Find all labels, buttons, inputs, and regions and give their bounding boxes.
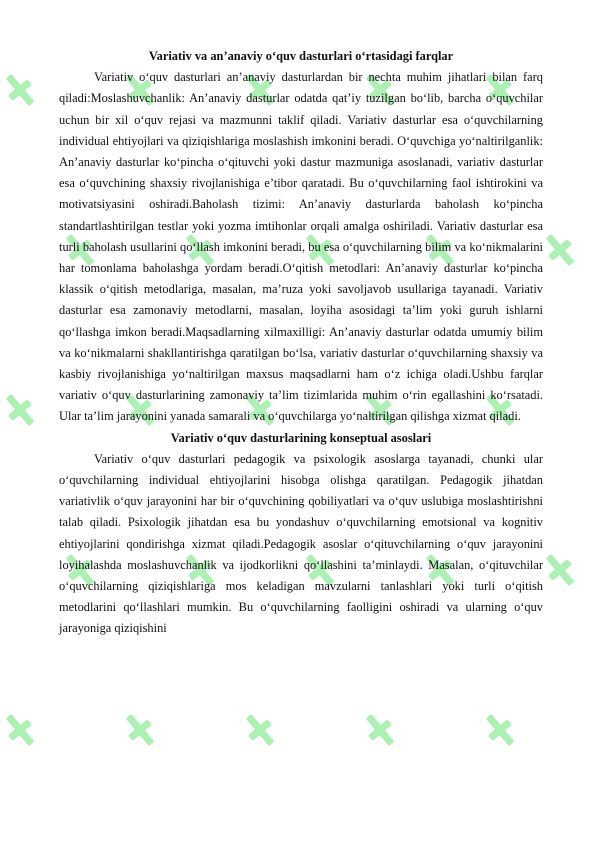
watermark-mark: [0, 68, 41, 112]
watermark-mark: [539, 548, 581, 592]
section-paragraph-conceptual: Variativ o‘quv dasturlari pedagogik va psixologik asoslarga tayanadi, chunki ular o‘quvchilarning individual ehtiyojlarini hisobga olishga qaratilgan. Pedagogik jihatdan variativlik o‘quv jarayonini har bir o‘quvchining qobiliyatlari va o‘quv uslubiga moslashtirishni talab qiladi. Psixologik jihatdan esa bu yondashuv o‘quvchilarning emotsional va kognitiv ehtiyojlarini qondirishga xizmat qiladi.Pedagogik asoslar o‘qituvchilarning o‘quv jarayonini loyihalashda moslashuvchanlik va ijodkorlikni qo‘llashini ta’minlaydi. Masalan, o‘qituvchilar o‘quvchilarning qiziqishlariga mos keladigan mavzularni tanlashlari yoki turli o‘qitish metodlarini qo‘llashlari mumkin. Bu o‘quvchilarning faolligini oshiradi va ularning o‘quv jarayoniga qiziqishini: [59, 451, 543, 636]
watermark-mark: [0, 708, 41, 752]
document-page: [59, 46, 543, 640]
section-heading-conceptual: Variativ o‘quv dasturlarining konseptual asoslari: [170, 430, 432, 445]
watermark-mark: [479, 708, 521, 752]
watermark-mark: [539, 228, 581, 272]
watermark-mark: [0, 388, 41, 432]
watermark-mark: [119, 708, 161, 752]
watermark-mark: [359, 708, 401, 752]
section-heading-differences: Variativ va an’anaviy o‘quv dasturlari o‘rtasidagi farqlar: [148, 49, 454, 63]
watermark-mark: [239, 708, 281, 752]
section-paragraph-differences: Variativ o‘quv dasturlari an’anaviy dasturlardan bir nechta muhim jihatlari bilan farq qiladi:Moslashuvchanlik: An’anaviy dasturlar odatda qat’iy tuzilgan bo‘lib, barcha o‘quvchilar uchun bir xil o‘quv rejasi va mazmunni taklif qiladi. Variativ dasturlar esa o‘quvchilarning individual ehtiyojlari va qiziqishlariga moslashish imkonini beradi. O‘quvchiga yo‘naltirilganlik: An’anaviy dasturlar ko‘pincha o‘qituvchi yoki dastur mazmuniga asoslanadi, variativ dasturlar esa o‘quvchining shaxsiy rivojlanishiga e’tibor qaratadi. Bu o‘quvchilarning faol ishtirokini va motivatsiyasini oshiradi.Baholash tizimi: An’anaviy dasturlarda baholash ko‘pincha standartlashtirilgan testlar yoki yozma imtihonlar orqali amalga oshiriladi. Variativ dasturlar esa turli baholash usullarini qo‘llash imkonini beradi, bu esa o‘quvchilarning bilim va ko‘nikmalarini har tomonlama baholashga yordam beradi.O‘qitish metodlari: An’anaviy dasturlar ko‘pincha klassik o‘qitish metodlariga, masalan, ma’ruza yoki savoljavob usullariga tayanadi. Variativ dasturlar esa zamonaviy metodlarni, masalan, loyiha asosidagi ta’lim yoki guruh ishlarni qo‘llashga imkon beradi.Maqsadlarning xilmaxilligi: An’anaviy dasturlar odatda umumiy bilim va ko‘nikmalarni shakllantirishga qaratilgan bo‘lsa, variativ dasturlar o‘quvchilarning shaxsiy va kasbiy rivojlanishiga yo‘naltirilgan maxsus maqsadlarni ham o‘z ichiga oladi.Ushbu farqlar variativ o‘quv dasturlarining zamonaviy ta’lim tizimlarida muhim o‘rin egallashini ko‘rsatadi. Ular ta’lim jarayonini yanada samarali va o‘quvchilarga yo‘naltirilgan qilishga xizmat qiladi.: [59, 70, 543, 424]
